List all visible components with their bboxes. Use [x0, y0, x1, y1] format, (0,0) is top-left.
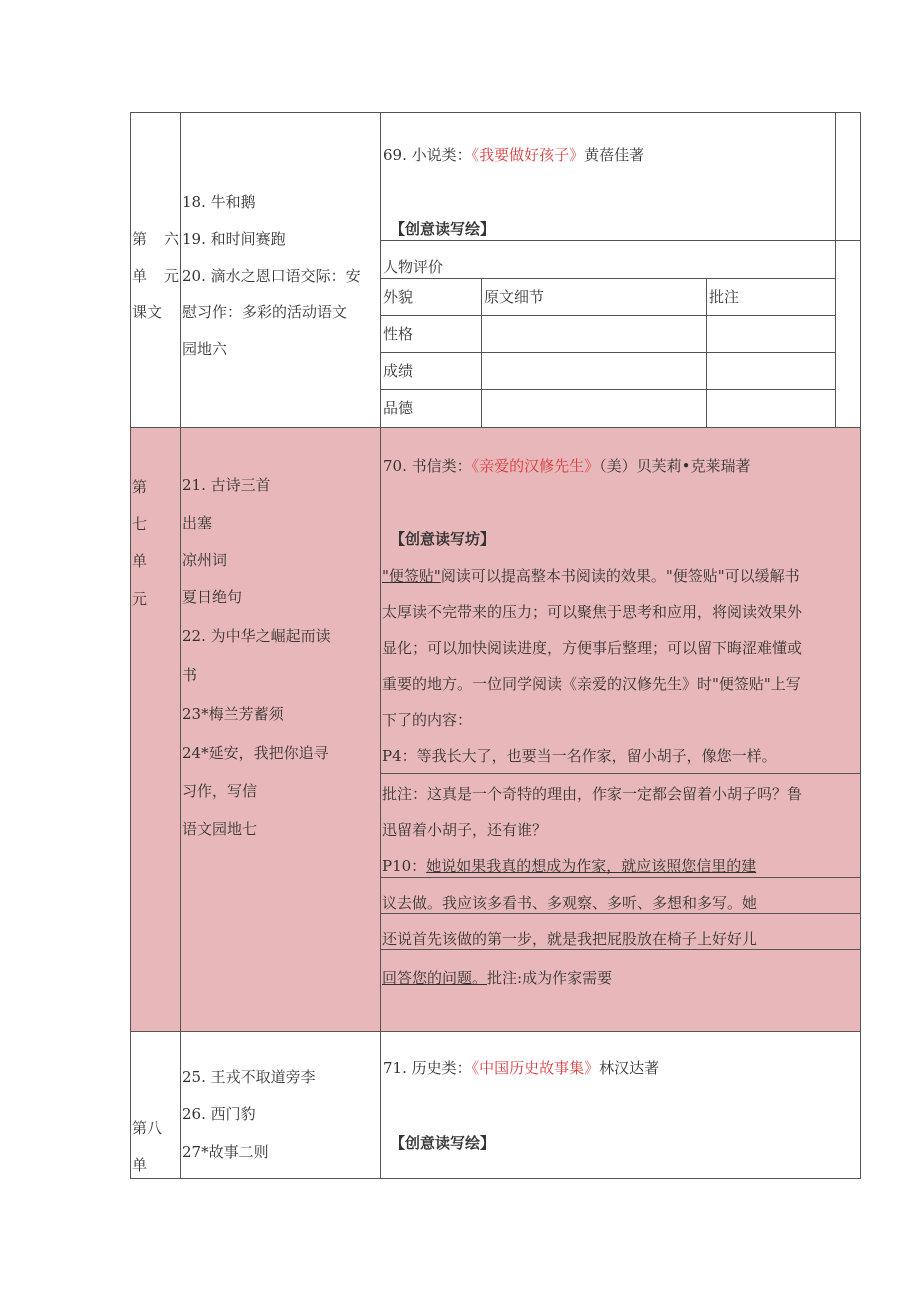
table-border — [706, 278, 707, 428]
lesson-item: 27*故事二则 — [182, 1143, 269, 1161]
lesson-item: 园地六 — [182, 340, 228, 358]
unit-label-line: 第 六 — [132, 230, 181, 248]
unit-label-line: 七 — [132, 515, 148, 533]
quote-prefix: P10： — [382, 857, 427, 875]
paragraph-line — [382, 566, 800, 586]
table-border — [180, 112, 181, 1179]
table-border — [380, 240, 861, 241]
book-author: （美）贝芙莉•克莱瑞著 — [599, 457, 751, 475]
lesson-item: 26. 西门豹 — [182, 1105, 256, 1123]
table-border — [380, 278, 836, 279]
activity-heading: 【创意读写绘】 — [390, 220, 496, 238]
quote-line: 还说首先该做的第一步，就是我把屁股放在椅子上好好儿 — [382, 930, 758, 948]
lesson-item: 18. 牛和鹅 — [182, 193, 256, 211]
lesson-item: 25. 王戎不取道旁李 — [182, 1068, 316, 1086]
table-border — [380, 773, 861, 774]
lesson-item: 出塞 — [182, 514, 213, 532]
lesson-item: 21. 古诗三首 — [182, 476, 271, 494]
lesson-item: 19. 和时间赛跑 — [182, 230, 286, 248]
table-header-cell: 外貌 — [383, 288, 414, 306]
unit-label-line: 第 — [132, 478, 148, 496]
note-line: 迅留着小胡子，还有谁？ — [382, 821, 548, 839]
table-border — [380, 112, 381, 1179]
lesson-item: 夏日绝句 — [182, 588, 243, 606]
paragraph-line: 重要的地方。一位同学阅读《亲爱的汉修先生》时"便签贴"上写 — [382, 675, 801, 693]
table-border — [130, 1031, 861, 1032]
lesson-item: 书 — [182, 666, 198, 684]
book-author: 黄蓓佳著 — [584, 146, 645, 164]
table-row-label: 品德 — [383, 399, 414, 417]
lesson-item: 20. 滴水之恩口语交际：安 — [182, 267, 361, 285]
table-row-label: 成绩 — [383, 362, 414, 380]
book-entry — [383, 456, 751, 476]
book-entry — [383, 1058, 659, 1078]
note-line: 批注：这真是一个奇特的理由，作家一定都会留着小胡子吗？鲁 — [382, 785, 803, 803]
quote-text: 她说如果我真的想成为作家，就应该照您信里的建 — [426, 857, 757, 875]
table-border — [380, 315, 836, 316]
table-title: 人物评价 — [383, 258, 444, 276]
paragraph-line: 显化；可以加快阅读进度，方便事后整理；可以留下晦涩难懂或 — [382, 639, 803, 657]
lesson-item: 慰习作：多彩的活动语文 — [182, 303, 348, 321]
table-border — [380, 877, 861, 878]
quote-p10 — [382, 856, 756, 876]
table-header-cell: 原文细节 — [484, 288, 545, 306]
unit-label-line: 单 元 — [132, 267, 181, 285]
book-author: 林汉达著 — [599, 1059, 660, 1077]
table-border — [130, 427, 861, 428]
table-border — [380, 352, 836, 353]
paragraph-text: 阅读可以提高整本书阅读的效果。"便签贴"可以缓解书 — [440, 567, 800, 585]
table-border — [130, 112, 861, 113]
book-number: 70. 书信类： — [383, 457, 472, 475]
table-border — [860, 112, 861, 1179]
unit-label-line: 单 — [132, 552, 148, 570]
table-header-cell: 批注 — [709, 288, 740, 306]
book-title: 《亲爱的汉修先生》 — [471, 457, 600, 475]
unit-label-line: 单 — [132, 1156, 148, 1174]
table-border — [130, 112, 131, 1179]
table-border — [130, 1178, 861, 1179]
quote-line: 议去做。我应该多看书、多观察、多听、多想和多写。她 — [382, 894, 758, 912]
table-border — [380, 913, 861, 914]
paragraph-line: 太厚读不完带来的压力；可以聚焦于思考和应用，将阅读效果外 — [382, 603, 803, 621]
book-title: 《我要做好孩子》 — [471, 146, 585, 164]
lesson-item: 22. 为中华之崛起而读 — [182, 627, 331, 645]
unit-label-line: 课文 — [132, 303, 163, 321]
lesson-item: 23*梅兰芳蓄须 — [182, 705, 284, 723]
table-row-label: 性格 — [383, 325, 414, 343]
book-number: 71. 历史类： — [383, 1059, 472, 1077]
sticky-note-term: "便签贴" — [382, 567, 441, 585]
note-text: 批注:成为作家需要 — [487, 969, 613, 987]
lesson-item: 凉州词 — [182, 551, 228, 569]
table-border — [380, 389, 836, 390]
quote-p4: P4：等我长大了，也要当一名作家，留小胡子，像您一样。 — [382, 747, 777, 765]
unit-label-line: 第八 — [132, 1119, 163, 1137]
lesson-item: 习作，写信 — [182, 782, 258, 800]
activity-heading: 【创意读写坊】 — [390, 530, 496, 548]
quote-text: 回答您的问题。 — [382, 969, 488, 987]
table-border — [481, 278, 482, 428]
unit-label-line: 元 — [132, 590, 148, 608]
quote-line-end — [382, 968, 612, 988]
table-border — [380, 949, 861, 950]
paragraph-line: 下了的内容： — [382, 711, 473, 729]
table-border — [835, 112, 836, 428]
lesson-item: 24*延安，我把你追寻 — [182, 744, 329, 762]
lesson-item: 语文园地七 — [182, 820, 258, 838]
book-entry — [383, 145, 644, 165]
book-number: 69. 小说类： — [383, 146, 472, 164]
book-title: 《中国历史故事集》 — [471, 1059, 600, 1077]
activity-heading: 【创意读写绘】 — [390, 1134, 496, 1152]
